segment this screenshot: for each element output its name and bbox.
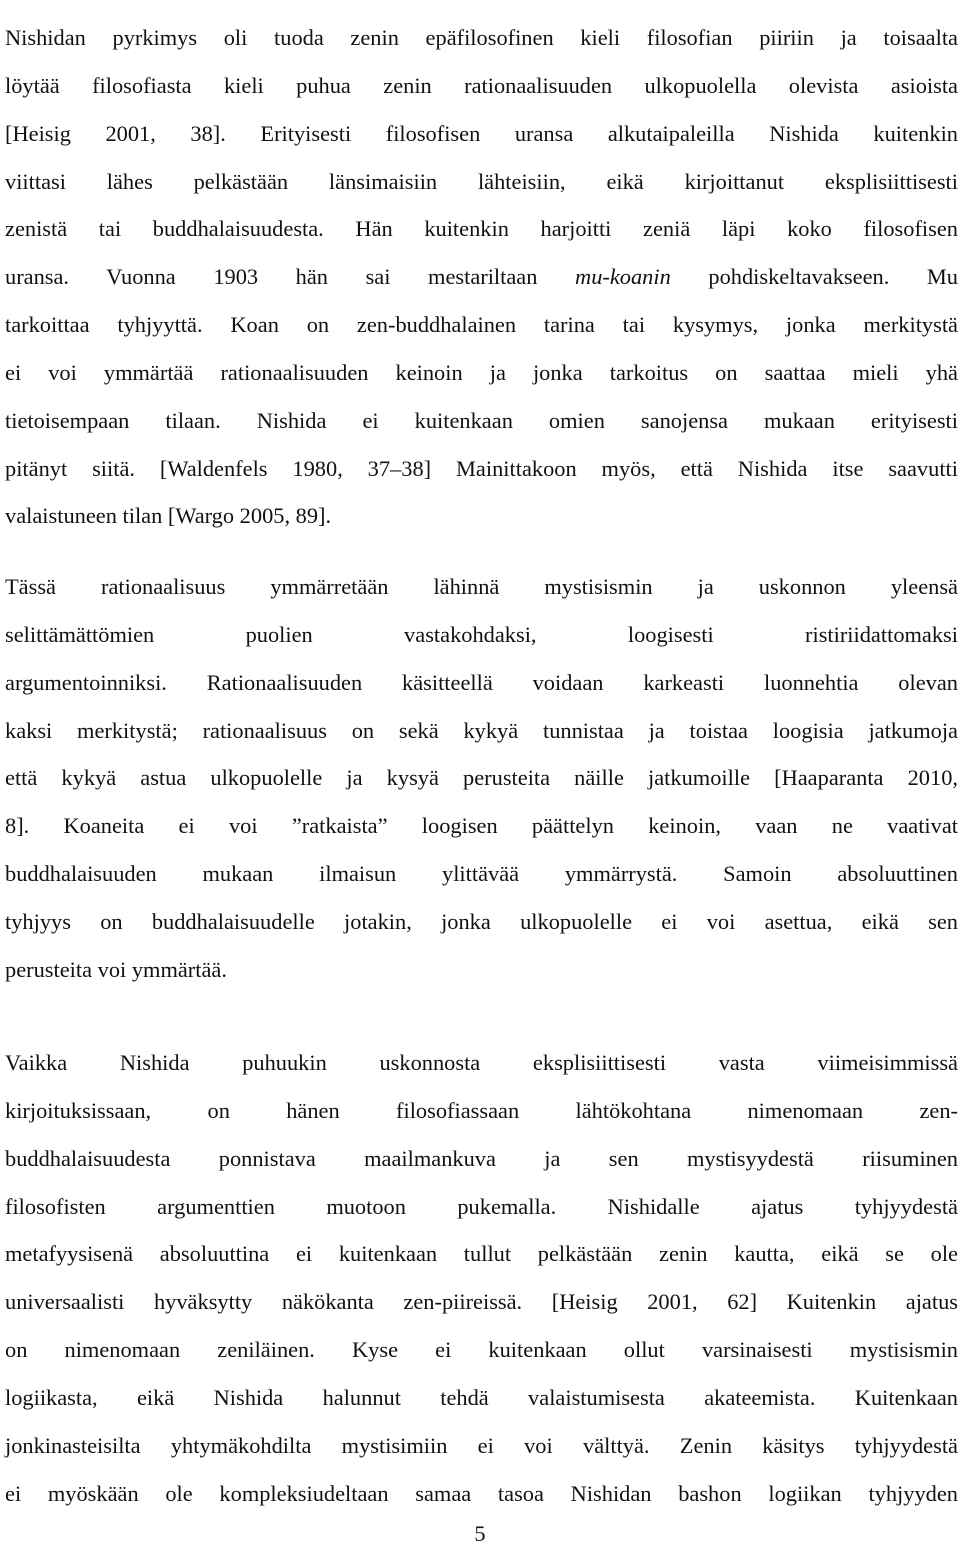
text-line: viittasi lähes pelkästään länsimaisiin lähteisiin, eikä kirjoittanut eksplisiittisesti <box>5 168 958 194</box>
text-segment: pohdiskeltavakseen. Mu <box>670 264 958 290</box>
text-line: valaistuneen tilan [Wargo 2005, 89]. <box>5 503 332 529</box>
text-line: kirjoituksissaan, on hänen filosofiassaan lähtökohtana nimenomaan zen- <box>5 1097 958 1123</box>
paragraph-2 <box>5 563 958 994</box>
text-line: [Heisig 2001, 38]. Erityisesti filosofisen uransa alkutaipaleilla Nishida kuitenkin <box>5 120 958 146</box>
text-line: zenistä tai buddhalaisuudesta. Hän kuitenkin harjoitti zeniä läpi koko filosofisen <box>5 216 958 242</box>
text-line: selittämättömien puolien vastakohdaksi, loogisesti ristiriidattomaksi <box>5 621 958 647</box>
paragraph-1 <box>5 14 958 540</box>
text-line: perusteita voi ymmärtää. <box>5 956 227 982</box>
text-line: argumentoinniksi. Rationaalisuuden käsitteellä voidaan karkeasti luonnehtia olevan <box>5 669 958 695</box>
text-line: Tässä rationaalisuus ymmärretään lähinnä mystisismin ja uskonnon yleensä <box>5 574 958 599</box>
text-line: ei myöskään ole kompleksiudeltaan samaa tasoa Nishidan bashon logiikan tyhjyyden <box>5 1480 958 1506</box>
text-line: on nimenomaan zeniläinen. Kyse ei kuitenkaan ollut varsinaisesti mystisismin <box>5 1337 958 1363</box>
text-line: tarkoittaa tyhjyyttä. Koan on zen-buddhalainen tarina tai kysymys, jonka merkitystä <box>5 312 958 338</box>
text-segment: uransa. Vuonna 1903 hän sai mestariltaan <box>5 264 576 290</box>
text-line: löytää filosofiasta kieli puhua zenin rationaalisuuden ulkopuolella olevista asioista <box>5 72 958 98</box>
emphasized-term: mu-koanin <box>575 264 671 290</box>
text-line: logiikasta, eikä Nishida halunnut tehdä valaistumisesta akateemista. Kuitenkaan <box>5 1384 958 1410</box>
page-number: 5 <box>474 1521 486 1546</box>
paragraph-3 <box>5 1039 958 1517</box>
text-line: buddhalaisuuden mukaan ilmaisun ylittävää ymmärrystä. Samoin absoluuttinen <box>5 861 958 887</box>
text-line: Vaikka Nishida puhuukin uskonnosta eksplisiittisesti vasta viimeisimmissä <box>5 1050 958 1075</box>
text-line: tietoisempaan tilaan. Nishida ei kuitenkaan omien sanojensa mukaan erityisesti <box>5 407 958 433</box>
text-line-with-emphasis <box>5 253 958 301</box>
text-line: kaksi merkitystä; rationaalisuus on sekä kykyä tunnistaa ja toistaa loogisia jatkumoja <box>5 717 958 743</box>
text-line: filosofisten argumenttien muotoon pukemalla. Nishidalle ajatus tyhjyydestä <box>5 1193 958 1219</box>
text-line: tyhjyys on buddhalaisuudelle jotakin, jonka ulkopuolelle ei voi asettua, eikä sen <box>5 908 958 934</box>
text-line: ei voi ymmärtää rationaalisuuden keinoin ja jonka tarkoitus on saattaa mieli yhä <box>5 359 958 385</box>
text-line: buddhalaisuudesta ponnistava maailmankuva ja sen mystisyydestä riisuminen <box>5 1145 958 1171</box>
text-line: metafyysisenä absoluuttina ei kuitenkaan tullut pelkästään zenin kautta, eikä se ole <box>5 1241 958 1267</box>
text-line: että kykyä astua ulkopuolelle ja kysyä perusteita näille jatkumoille [Haaparanta 2010, <box>5 765 958 791</box>
text-line: pitänyt siitä. [Waldenfels 1980, 37–38] Mainittakoon myös, että Nishida itse saavutti <box>5 455 958 481</box>
text-line: jonkinasteisilta yhtymäkohdilta mystisimiin ei voi välttyä. Zenin käsitys tyhjyydestä <box>5 1432 958 1458</box>
text-line: 8]. Koaneita ei voi ”ratkaista” loogisen päättelyn keinoin, vaan ne vaativat <box>5 813 958 839</box>
text-line: universaalisti hyväksytty näkökanta zen-piireissä. [Heisig 2001, 62] Kuitenkin ajatus <box>5 1289 958 1315</box>
text-line: Nishidan pyrkimys oli tuoda zenin epäfilosofinen kieli filosofian piiriin ja toisaalta <box>5 25 958 50</box>
